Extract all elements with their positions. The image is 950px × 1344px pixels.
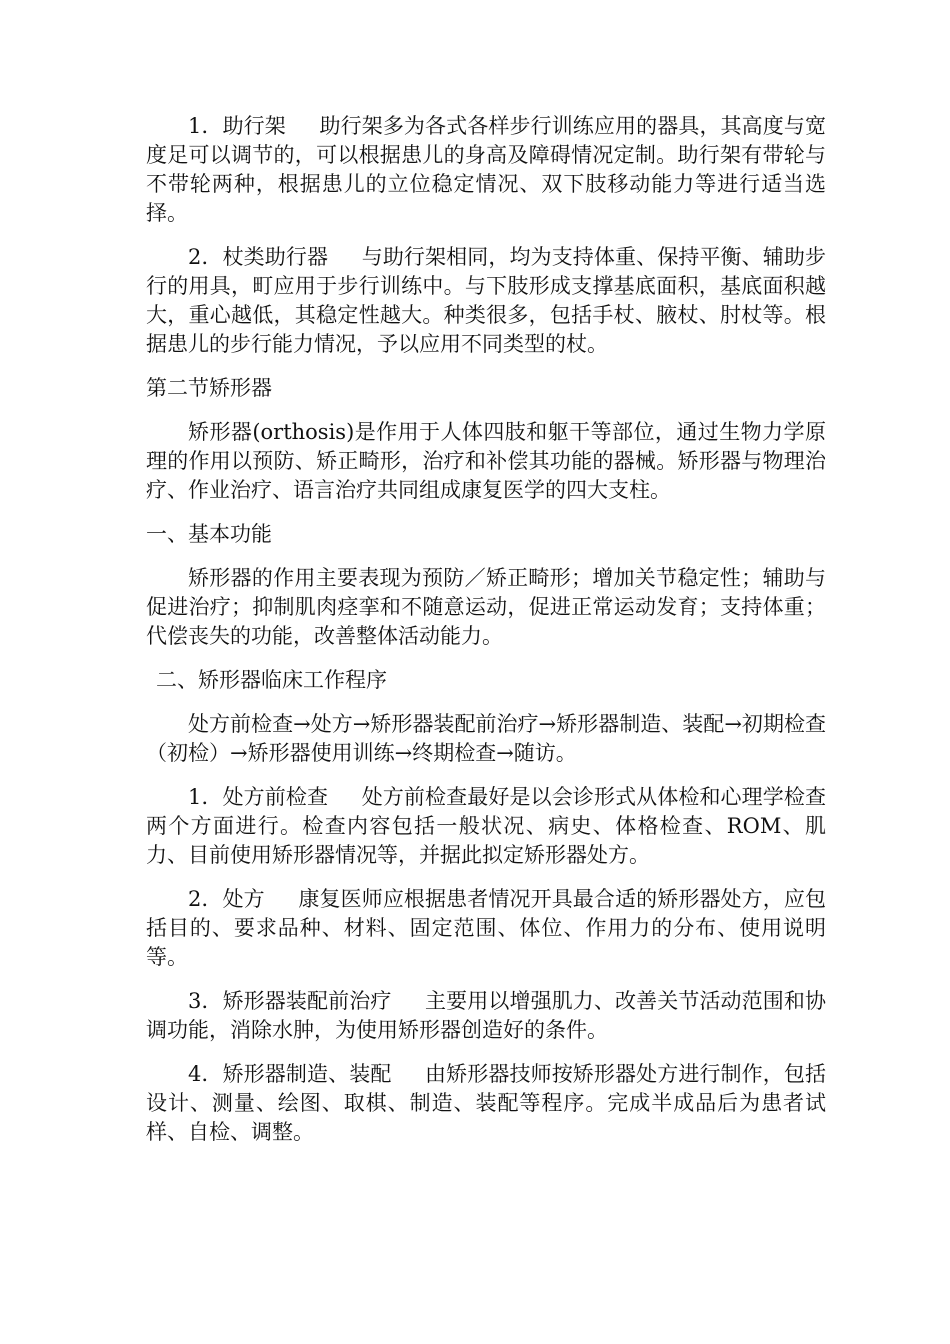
paragraph-basic-functions (146, 564, 826, 651)
paragraph-text: 与助行架相同，均为支持体重、保持平衡、辅助步行的用具，町应用于步行训练中。与下肢形成支撑基底面积，基底面积越大，重心越低，其稳定性越大。种类很多，包括手杖、腋杖、肘杖等。根据患儿的步行能力情况，予以应用不同类型的杖。 (146, 245, 826, 356)
paragraph-orthosis-definition (146, 418, 826, 505)
paragraph-cane-aids (146, 243, 826, 359)
paragraph-term: 2．杖类助行器 (188, 245, 329, 269)
subsection-heading-basic-functions: 一、基本功能 (146, 522, 272, 546)
paragraph-procedure-flow (146, 710, 826, 768)
paragraph-pre-prescription-exam (146, 783, 826, 870)
document-body (146, 112, 826, 1162)
paragraph-text: 处方前检查→处方→矫形器装配前治疗→矫形器制造、装配→初期检查（初检）→矫形器使用训练→终期检查→随访。 (146, 712, 826, 765)
paragraph-walker (146, 112, 826, 228)
paragraph-term: 1．助行架 (188, 114, 286, 138)
subsection-heading-clinical-procedure: 二、矫形器临床工作程序 (156, 668, 387, 692)
paragraph-term: 4．矫形器制造、装配 (188, 1062, 392, 1086)
paragraph-text: 处方前检查最好是以会诊形式从体检和心理学检查两个方面进行。检查内容包括一般状况、病史、体格检查、ROM、肌力、目前使用矫形器情况等，并据此拟定矫形器处方。 (146, 785, 826, 867)
paragraph-pre-fitting-treatment (146, 987, 826, 1045)
paragraph-text: 主要用以增强肌力、改善关节活动范围和协调功能，消除水肿，为使用矫形器创造好的条件。 (146, 989, 826, 1042)
paragraph-text: 康复医师应根据患者情况开具最合适的矫形器处方，应包括目的、要求品种、材料、固定范围、体位、作用力的分布、使用说明等。 (146, 887, 826, 969)
paragraph-text: 由矫形器技师按矫形器处方进行制作，包括设计、测量、绘图、取棋、制造、装配等程序。完成半成品后为患者试样、自检、调整。 (146, 1062, 826, 1144)
paragraph-manufacture-fitting (146, 1060, 826, 1147)
paragraph-prescription (146, 885, 826, 972)
section-heading-orthosis: 第二节矫形器 (146, 376, 272, 400)
paragraph-term: 2．处方 (188, 887, 265, 911)
paragraph-term: 1．处方前检查 (188, 785, 329, 809)
paragraph-text: 矫形器(orthosis)是作用于人体四肢和躯干等部位，通过生物力学原理的作用以预防、矫正畸形，治疗和补偿其功能的器械。矫形器与物理治疗、作业治疗、语言治疗共同组成康复医学的四大支柱。 (146, 420, 826, 502)
paragraph-term: 3．矫形器装配前治疗 (188, 989, 392, 1013)
paragraph-text: 矫形器的作用主要表现为预防／矫正畸形；增加关节稳定性；辅助与促进治疗；抑制肌肉痉挛和不随意运动，促进正常运动发育；支持体重；代偿丧失的功能，改善整体活动能力。 (146, 566, 826, 648)
paragraph-text: 助行架多为各式各样步行训练应用的器具，其高度与宽度足可以调节的，可以根据患儿的身高及障碍情况定制。助行架有带轮与不带轮两种，根据患儿的立位稳定情况、双下肢移动能力等进行适当选择。 (146, 114, 826, 225)
